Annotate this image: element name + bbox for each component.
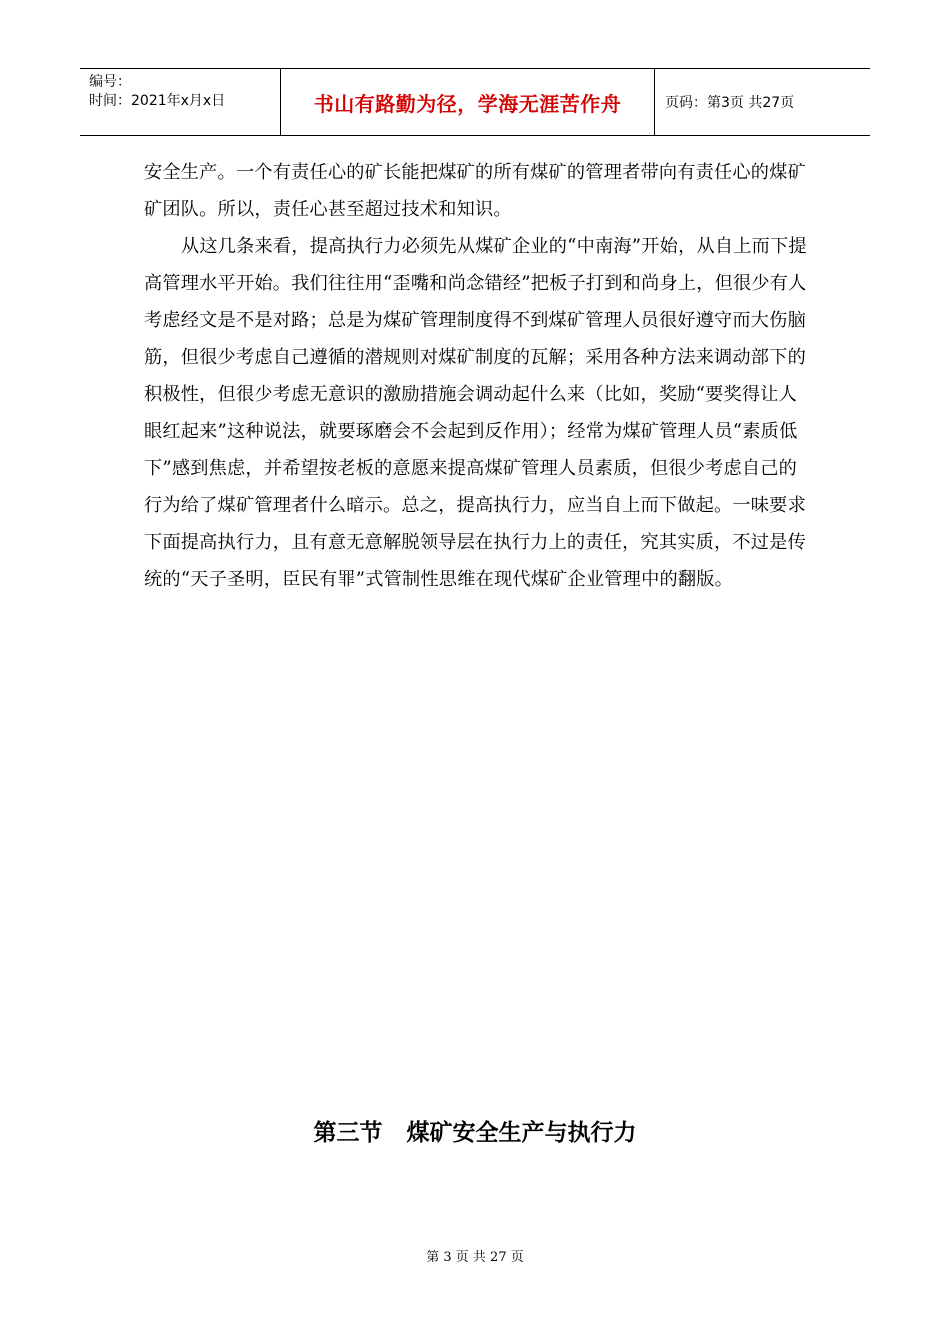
motto-text: 书山有路勤为径，学海无涯苦作舟 bbox=[313, 91, 622, 116]
section-title: 第三节 煤矿安全生产与执行力 bbox=[313, 1120, 637, 1146]
paragraph-1: 安全生产。一个有责任心的矿长能把煤矿的所有煤矿的管理者带向有责任心的煤矿矿团队。所以，责任心甚至超过技术和知识。 bbox=[144, 162, 806, 220]
header-motto-cell bbox=[281, 69, 655, 135]
page-code: 页码：第3页 共27页 bbox=[665, 95, 795, 111]
paragraph-2: 从这几条来看，提高执行力必须先从煤矿企业的“中南海”开始，从自上而下提高管理水平开始。我们往往用“歪嘴和尚念错经”把板子打到和尚身上，但很少有人考虑经文是不是对路；总是为煤矿管理制度得不到煤矿管理人员很好遵守而大伤脑筋，但很少考虑自己遵循的潜规则对煤矿制度的瓦解；采用各种方法来调动部下的积极性，但很少考虑无意识的激励措施会调动起什么来（比如，奖励“要奖得让人眼红起来”这种说法，就要琢磨会不会起到反作用）；经常为煤矿管理人员“素质低下”感到焦虑，并希望按老板的意愿来提高煤矿管理人员素质，但很少考虑自己的行为给了煤矿管理者什么暗示。总之，提高执行力，应当自上而下做起。一味要求下面提高执行力，且有意无意解脱领导层在执行力上的责任，究其实质，不过是传统的“天子圣明，臣民有罪”式管制性思维在现代煤矿企业管理中的翻版。 bbox=[144, 236, 807, 590]
page-footer: 第 3 页 共 27 页 bbox=[426, 1250, 524, 1265]
header-page-cell bbox=[655, 69, 870, 135]
number-label: 编号： bbox=[89, 74, 131, 90]
document-header bbox=[80, 68, 870, 136]
header-meta bbox=[80, 69, 281, 135]
document-body bbox=[144, 154, 810, 598]
date-line: 时间：2021年x月x日 bbox=[89, 93, 226, 109]
